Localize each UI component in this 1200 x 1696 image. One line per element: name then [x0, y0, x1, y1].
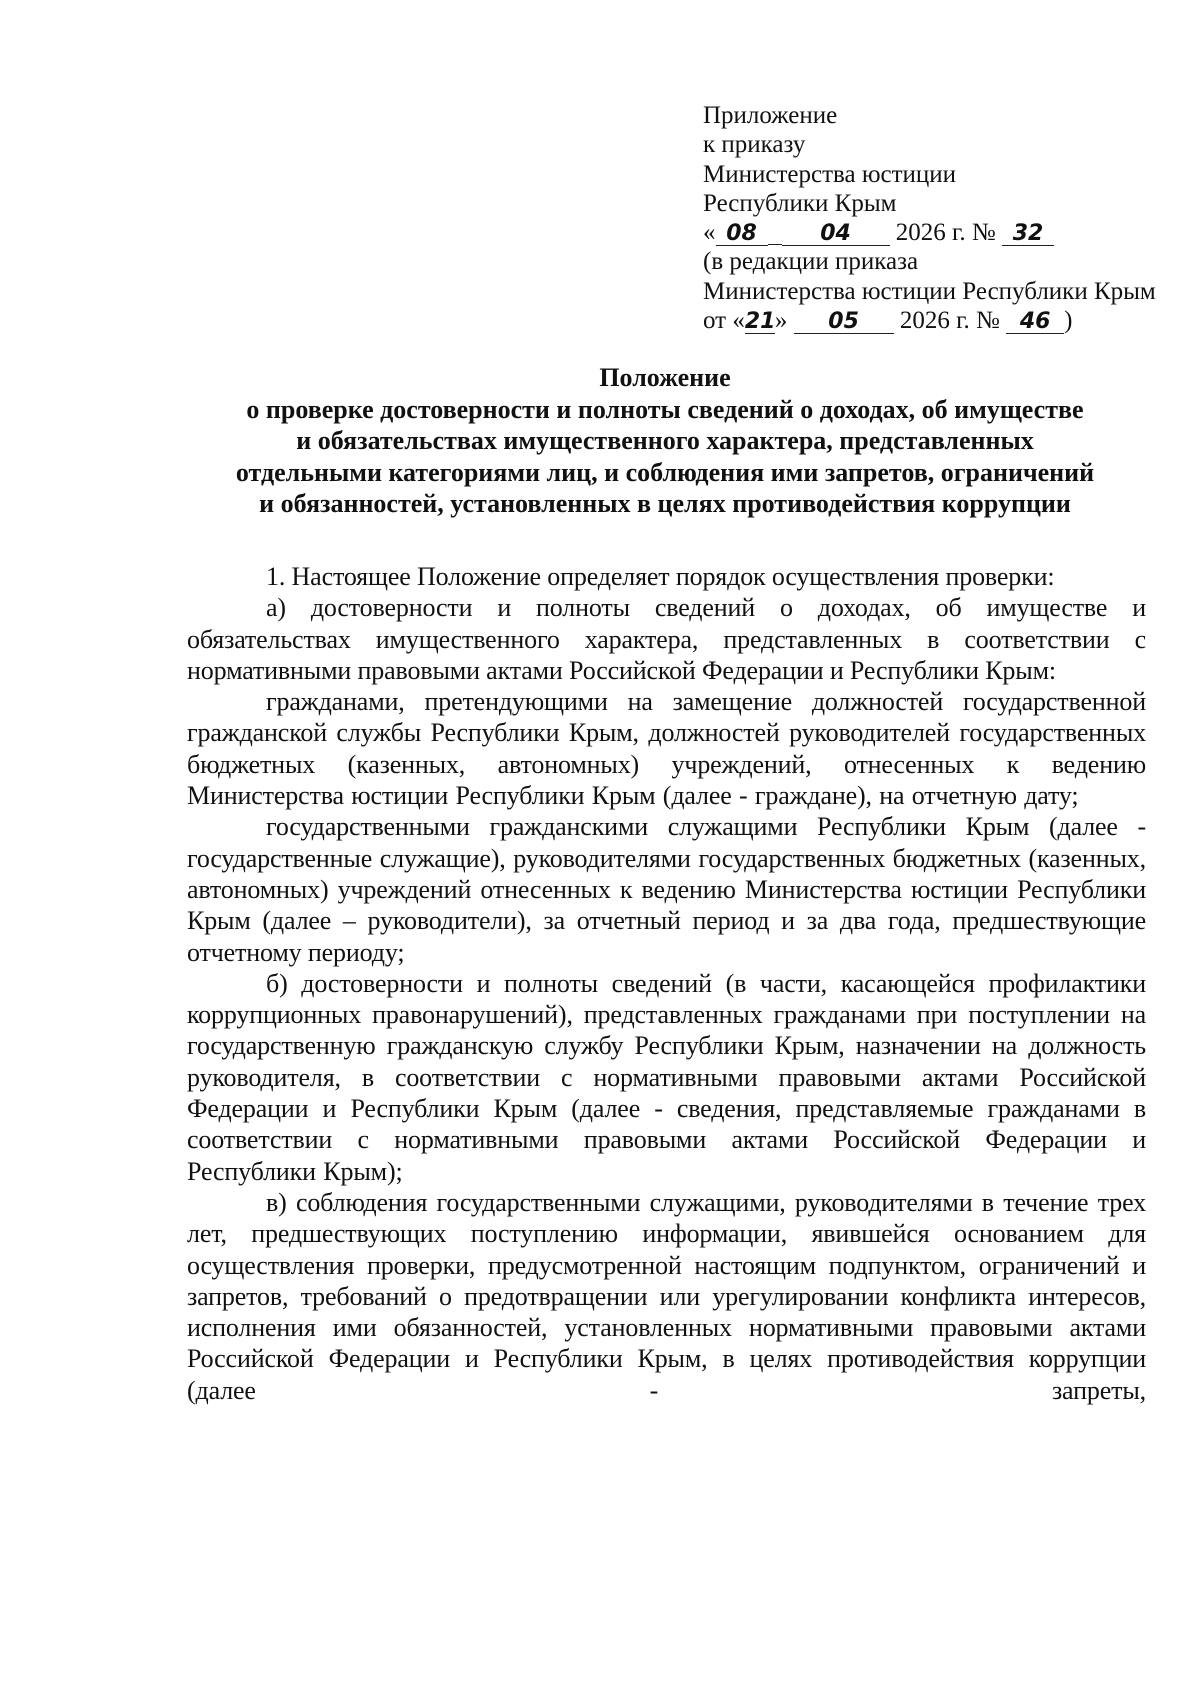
paragraph-civil-servants: государственными гражданскими служащими Республики Крым (далее - государственные служащие), руководителями государственных бюджетных (казенных, автономных) учреждений отнесенных к ведению Министерства юстиции Республики Крым (далее – руководители), за отчетный период и за два года, предшествующие отчетному периоду;: [187, 812, 1146, 967]
document-title: [150, 362, 1180, 520]
paragraph-1: 1. Настоящее Положение определяет порядок осуществления проверки:: [266, 562, 1055, 591]
order-gap-underline: [768, 222, 782, 245]
order-year-text: 2026 г. №: [895, 219, 996, 247]
paragraph-2b: б) достоверности и полноты сведений (в части, касающейся профилактики коррупционных правонарушений), представленных гражданами при поступлении на государственную гражданскую службу Республики Крым, назначении на должность руководителя, в соответствии с нормативными правовыми актами Российской Федерации и Республики Крым (далее - сведения, представляемые гражданами в соответствии с нормативными правовыми актами Российской Федерации и Республики Крым);: [187, 968, 1146, 1186]
revision-close-quote: »: [774, 307, 788, 335]
revision-month-handwritten: 05: [794, 311, 894, 334]
paragraph-2c: в) соблюдения государственными служащими, руководителями в течение трех лет, предшествующих поступлению информации, явившейся основанием для осуществления проверки, предусмотренной настоящим подпунктом, ограничений и запретов, требований о предотвращении или урегулировании конфликта интересов, исполнения ими обязанностей, установленных нормативными правовыми актами Российской Федерации и Республики Крым, в целях противодействия коррупции (далее - запреты,: [187, 1187, 1146, 1405]
order-open-quote: «: [703, 219, 716, 247]
header-line-revision: (в редакции приказа: [703, 248, 919, 276]
revision-close-paren: ): [1064, 307, 1073, 335]
title-line-3: и обязательствах имущественного характера, представленных: [296, 426, 1034, 455]
revision-year-text: 2026 г. №: [899, 307, 1000, 335]
title-line-1: Положение: [599, 363, 731, 392]
header-line-ministry: Министерства юстиции: [703, 160, 957, 188]
title-line-5: и обязанностей, установленных в целях противодействия коррупции: [259, 489, 1071, 518]
paragraph-2a: а) достоверности и полноты сведений о доходах, об имуществе и обязательствах имущественного характера, представленных в соответствии с нормативными правовыми актами Российской Федерации и Республики Крым:: [187, 593, 1146, 685]
order-month-handwritten: 04: [782, 223, 890, 246]
header-revision-date-line: [703, 306, 1173, 335]
header-line-republic: Республики Крым: [703, 189, 897, 217]
header-order-date-line: [703, 218, 1173, 247]
revision-day-handwritten: 21: [744, 309, 776, 335]
document-body: [187, 561, 1146, 1406]
paragraph-citizens: гражданами, претендующими на замещение должностей государственной гражданской службы Республики Крым, должностей руководителей государственных бюджетных (казенных, автономных) учреждений, отнесенных к ведению Министерства юстиции Республики Крым (далее - граждане), на отчетную дату;: [187, 687, 1146, 811]
header-line-ministry-republic: Министерства юстиции Республики Крым: [703, 277, 1156, 305]
order-day-handwritten: 08: [716, 223, 768, 246]
revision-prefix: от «: [703, 307, 745, 335]
header-line-appendix: Приложение: [703, 102, 838, 129]
title-line-4: отдельными категориями лиц, и соблюдения ими запретов, ограничений: [235, 457, 1095, 487]
title-line-2: о проверке достоверности и полноты сведений о доходах, об имуществе: [246, 394, 1084, 424]
revision-number-handwritten: 46: [1006, 311, 1064, 334]
header-line-to-order: к приказу: [703, 131, 806, 159]
appendix-header: [703, 101, 1173, 335]
order-number-handwritten: 32: [1002, 223, 1054, 246]
